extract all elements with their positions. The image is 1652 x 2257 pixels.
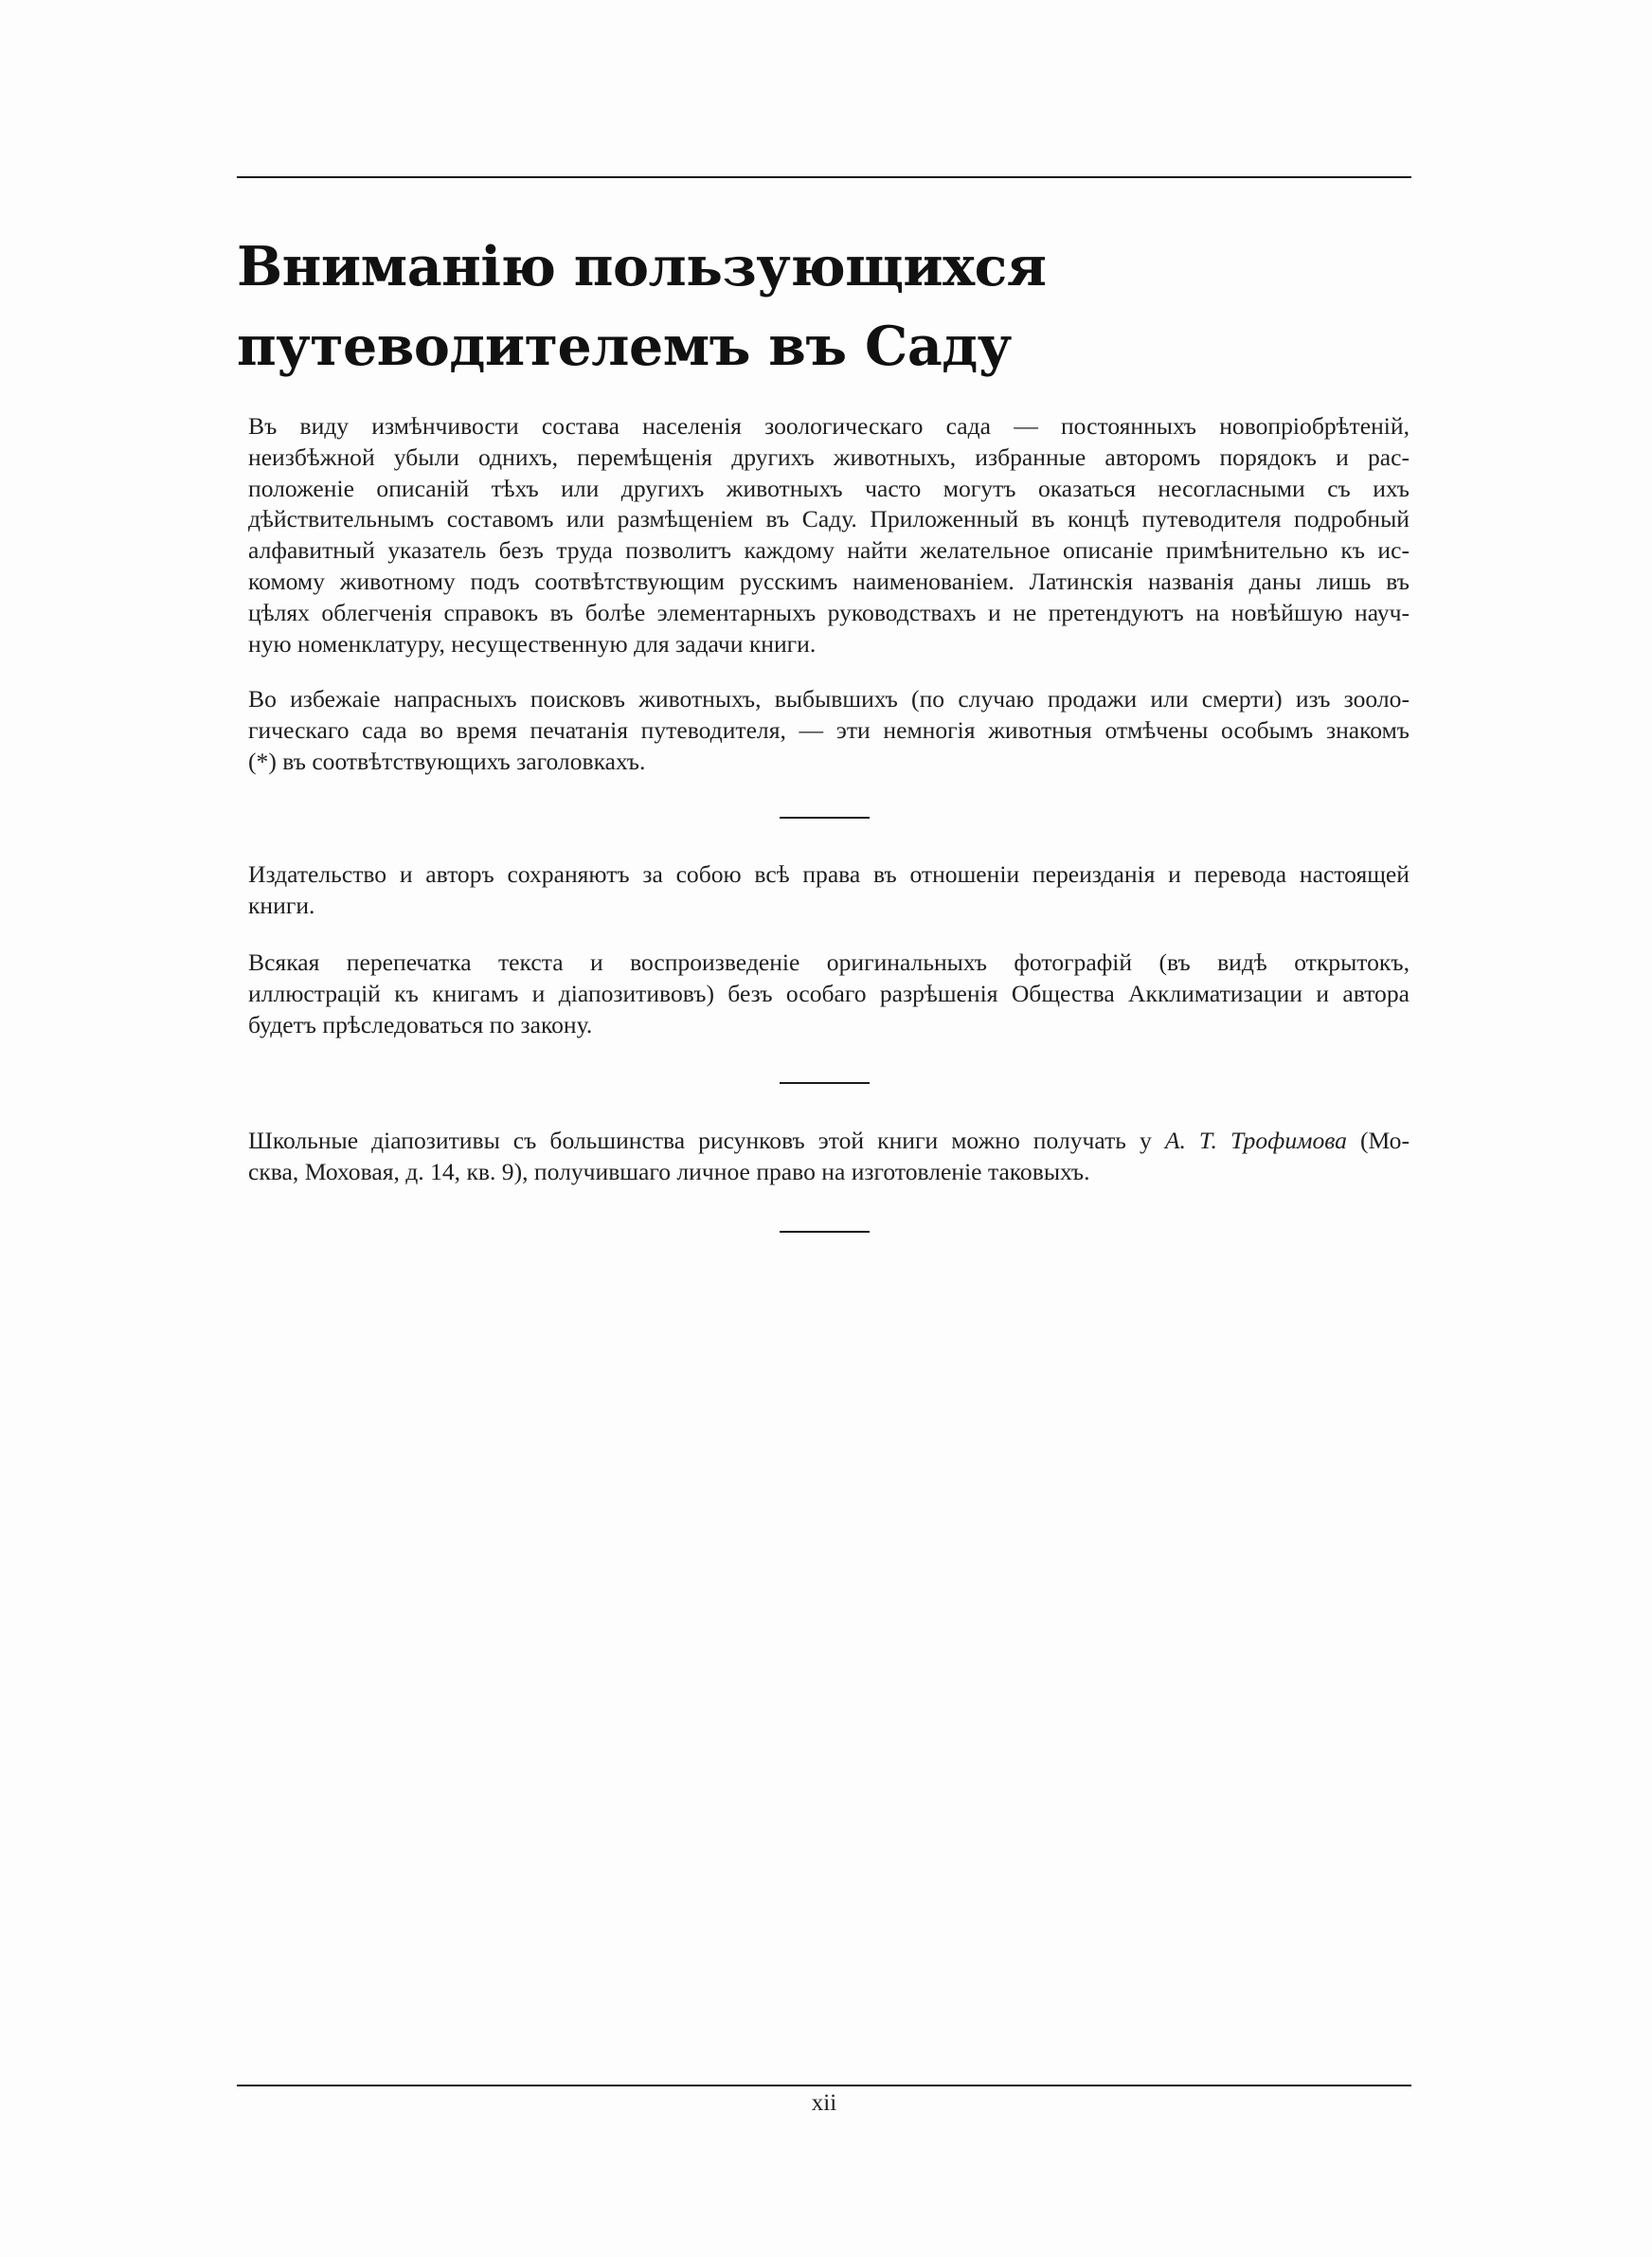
paragraph-line: дѣйствительнымъ составомъ или размѣщеніем въ Саду. Приложенный въ концѣ путеводителя подробный — [248, 505, 1410, 533]
paragraph-reprint-notice — [248, 948, 1410, 1040]
paragraph-line: Издательство и авторъ сохраняютъ за собою всѣ права въ отношеніи переизданія и перевода настоящей — [248, 860, 1410, 888]
paragraph-line: цѣлях облегченія справокъ въ болѣе элементарныхъ руководствахъ и не претендуютъ на новѣйшую науч- — [248, 598, 1410, 626]
paragraph-line: комому животному подъ соотвѣтствующим русскимъ наименованіем. Латинскія названія даны лишь въ — [248, 567, 1410, 595]
paragraph-line: будетъ прѣследоваться по закону. — [248, 1010, 593, 1038]
slides-text: Школьные діапозитивы съ большинства рисунковъ этой книги можно получать у — [248, 1127, 1165, 1154]
paragraph-line: Въ виду измѣнчивости состава населенія зоологическаго сада — постоянныхъ новопріобрѣтеній, — [248, 412, 1410, 440]
paragraph-line: книги. — [248, 891, 315, 919]
section-separator — [780, 817, 870, 819]
paragraph-variability-notice — [248, 411, 1410, 659]
paragraph-slides-notice — [248, 1126, 1410, 1188]
top-rule — [237, 176, 1411, 178]
paragraph-line: неизбѣжной убыли однихъ, перемѣщенія другихъ животныхъ, избранные авторомъ порядокъ и рас- — [248, 442, 1410, 471]
paragraph-asterisk-notice — [248, 684, 1410, 777]
slides-text-cont: (Мо- — [1346, 1127, 1410, 1154]
paragraph-line: ную номенклатуру, несущественную для задачи книги. — [248, 629, 817, 658]
section-separator — [780, 1231, 870, 1233]
page-title — [237, 227, 1411, 387]
title-line-1: Вниманію пользующихся — [237, 235, 1047, 298]
page-number: xii — [811, 2090, 837, 2116]
title-line-2: путеводителемъ въ Саду — [237, 315, 1012, 378]
paragraph-line: Всякая перепечатка текста и воспроизведеніе оригинальныхъ фотографій (въ видѣ открытокъ, — [248, 948, 1410, 976]
paragraph-line — [248, 1126, 1410, 1157]
paragraph-line: сква, Моховая, д. 14, кв. 9), получившаго личное право на изготовленіе таковыхъ. — [248, 1157, 1090, 1185]
paragraph-line: (*) въ соотвѣтствующихъ заголовкахъ. — [248, 747, 646, 775]
paragraph-line: алфавитный указатель безъ труда позволитъ каждому найти желательное описаніе примѣнительно къ ис- — [248, 536, 1410, 565]
section-separator — [780, 1082, 870, 1084]
paragraph-line: Во избежаіе напрасныхъ поисковъ животныхъ, выбывшихъ (по случаю продажи или смерти) изъ зооло- — [248, 685, 1410, 713]
paragraph-line: иллюстрацій къ книгамъ и діапозитивовъ) безъ особаго разрѣшенія Общества Акклиматизации и автора — [248, 979, 1410, 1007]
paragraph-line: положеніе описаній тѣхъ или другихъ животныхъ часто могутъ оказаться несогласными съ ихъ — [248, 474, 1410, 502]
bottom-rule — [237, 2085, 1411, 2086]
trofimov-name: А. Т. Трофимова — [1164, 1127, 1347, 1154]
paragraph-rights-reserved — [248, 859, 1410, 922]
paragraph-line: гическаго сада во время печатанія путеводителя, — эти немногія животныя отмѣчены особымъ знакомъ — [248, 715, 1410, 744]
